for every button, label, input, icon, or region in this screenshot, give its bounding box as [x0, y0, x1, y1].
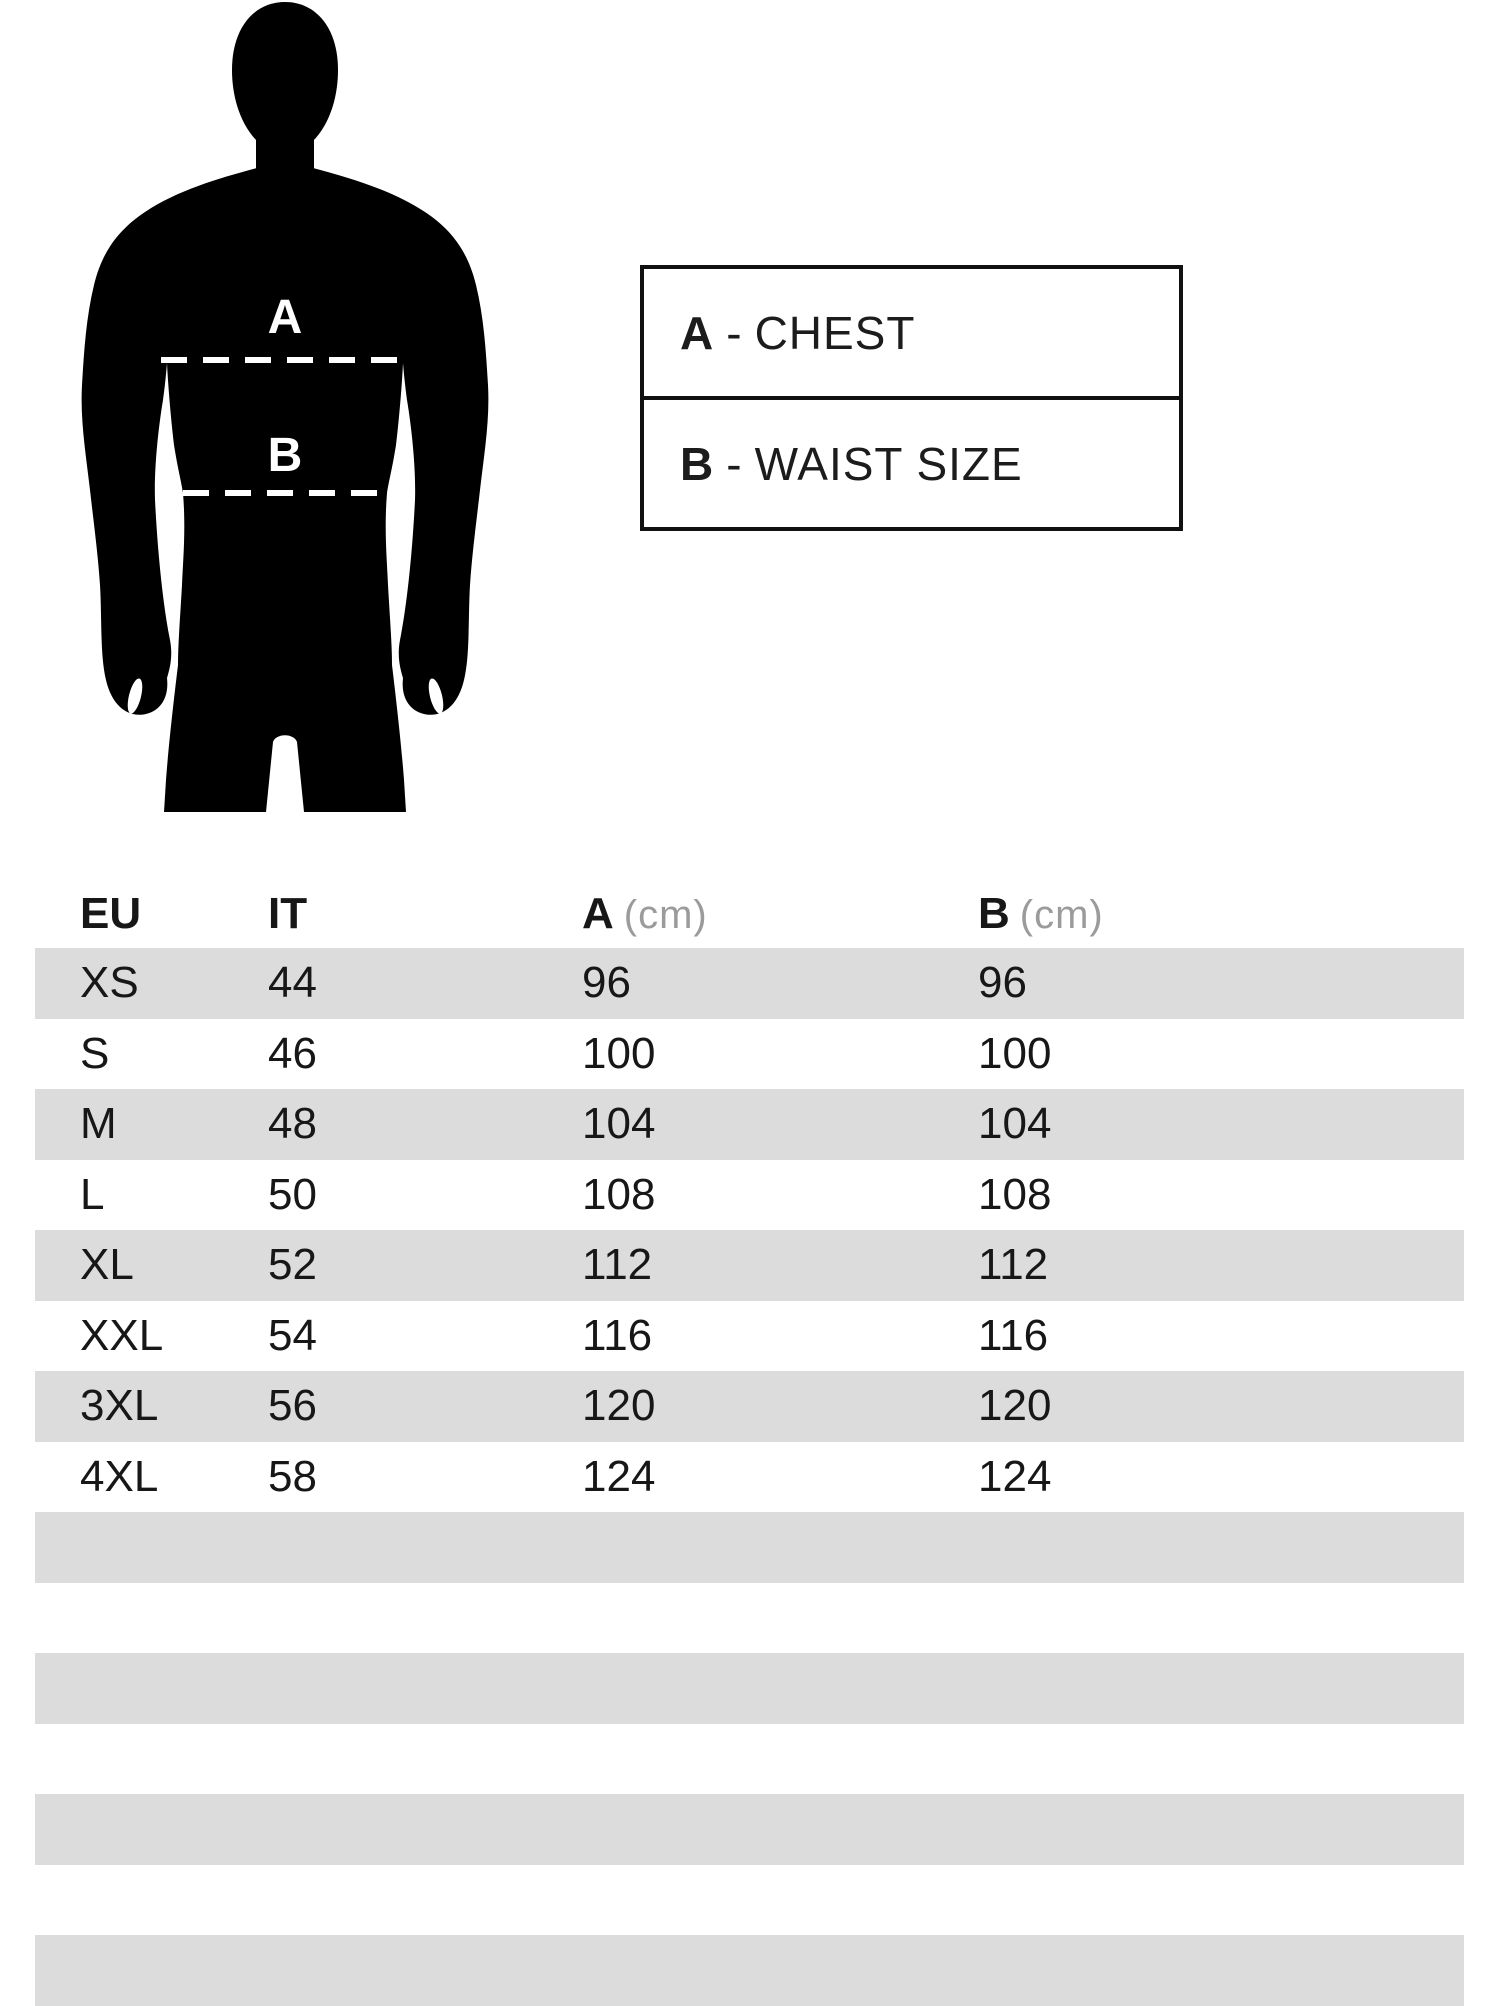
- legend-separator: -: [726, 306, 743, 359]
- table-row-empty: [35, 1724, 1464, 1795]
- cell-it: 46: [268, 1028, 317, 1078]
- cell-b: 108: [978, 1169, 1052, 1219]
- cell-a: 112: [582, 1240, 653, 1289]
- legend-label-chest: CHEST: [754, 306, 916, 359]
- cell-a: 120: [582, 1381, 656, 1430]
- cell-b: 116: [978, 1310, 1049, 1360]
- cell-it: 50: [268, 1169, 317, 1219]
- legend-row-waist: [640, 396, 1183, 531]
- header-a-cm: [582, 880, 708, 949]
- cell-eu: 3XL: [80, 1381, 159, 1430]
- cell-b: 104: [978, 1099, 1052, 1148]
- cell-eu: 4XL: [80, 1451, 159, 1501]
- table-row-empty: [35, 1865, 1464, 1936]
- table-row: [35, 1160, 1464, 1231]
- header-b-cm: [978, 880, 1104, 949]
- table-row: [35, 1301, 1464, 1372]
- table-row: [35, 1089, 1464, 1160]
- cell-it: 58: [268, 1451, 317, 1501]
- table-row-empty: [35, 1794, 1464, 1865]
- cell-a: 124: [582, 1451, 656, 1501]
- table-row: [35, 1442, 1464, 1513]
- cell-a: 96: [582, 958, 631, 1007]
- legend-key-a: A: [680, 306, 715, 359]
- cell-b: 96: [978, 958, 1027, 1007]
- table-row: [35, 1371, 1464, 1442]
- cell-a: 100: [582, 1028, 656, 1078]
- cell-a: 108: [582, 1169, 656, 1219]
- legend-separator: -: [726, 437, 743, 490]
- table-row-empty: [35, 1653, 1464, 1724]
- waist-label-b: B: [267, 429, 303, 482]
- cell-eu: XL: [80, 1240, 134, 1289]
- size-table-header: [35, 880, 1464, 948]
- legend-key-b: B: [680, 437, 715, 490]
- legend-row-chest: [640, 265, 1183, 400]
- cell-b: 124: [978, 1451, 1052, 1501]
- header-it-label: IT: [268, 889, 308, 938]
- cell-it: 48: [268, 1099, 317, 1148]
- header-b-unit: (cm): [1019, 893, 1104, 937]
- cell-it: 56: [268, 1381, 317, 1430]
- size-table-body: [35, 948, 1464, 2006]
- cell-eu: XS: [80, 958, 139, 1007]
- chest-label-a: A: [267, 291, 303, 344]
- table-row-empty: [35, 1512, 1464, 1583]
- header-it: [268, 880, 317, 949]
- measurement-legend: [640, 265, 1183, 531]
- cell-eu: S: [80, 1028, 110, 1078]
- cell-eu: XXL: [80, 1310, 164, 1360]
- header-eu: [80, 880, 151, 949]
- cell-it: 54: [268, 1310, 317, 1360]
- male-silhouette: [82, 2, 489, 812]
- cell-eu: L: [80, 1169, 105, 1219]
- table-row: [35, 1230, 1464, 1301]
- legend-label-waist: WAIST SIZE: [754, 437, 1023, 490]
- table-row: [35, 1019, 1464, 1090]
- cell-a: 104: [582, 1099, 656, 1148]
- cell-b: 100: [978, 1028, 1052, 1078]
- header-b-label: B: [978, 889, 1010, 938]
- size-table: [35, 880, 1464, 2006]
- cell-it: 44: [268, 958, 317, 1007]
- table-row-empty: [35, 1583, 1464, 1654]
- header-eu-label: EU: [80, 889, 142, 938]
- body-measurement-diagram: [70, 0, 500, 815]
- header-a-unit: (cm): [623, 893, 708, 937]
- header-a-label: A: [582, 889, 614, 938]
- cell-b: 112: [978, 1240, 1049, 1289]
- male-silhouette-svg: [70, 0, 500, 815]
- cell-b: 120: [978, 1381, 1052, 1430]
- cell-it: 52: [268, 1240, 317, 1289]
- table-row-empty: [35, 1935, 1464, 2006]
- cell-eu: M: [80, 1099, 117, 1148]
- cell-a: 116: [582, 1310, 653, 1360]
- table-row: [35, 948, 1464, 1019]
